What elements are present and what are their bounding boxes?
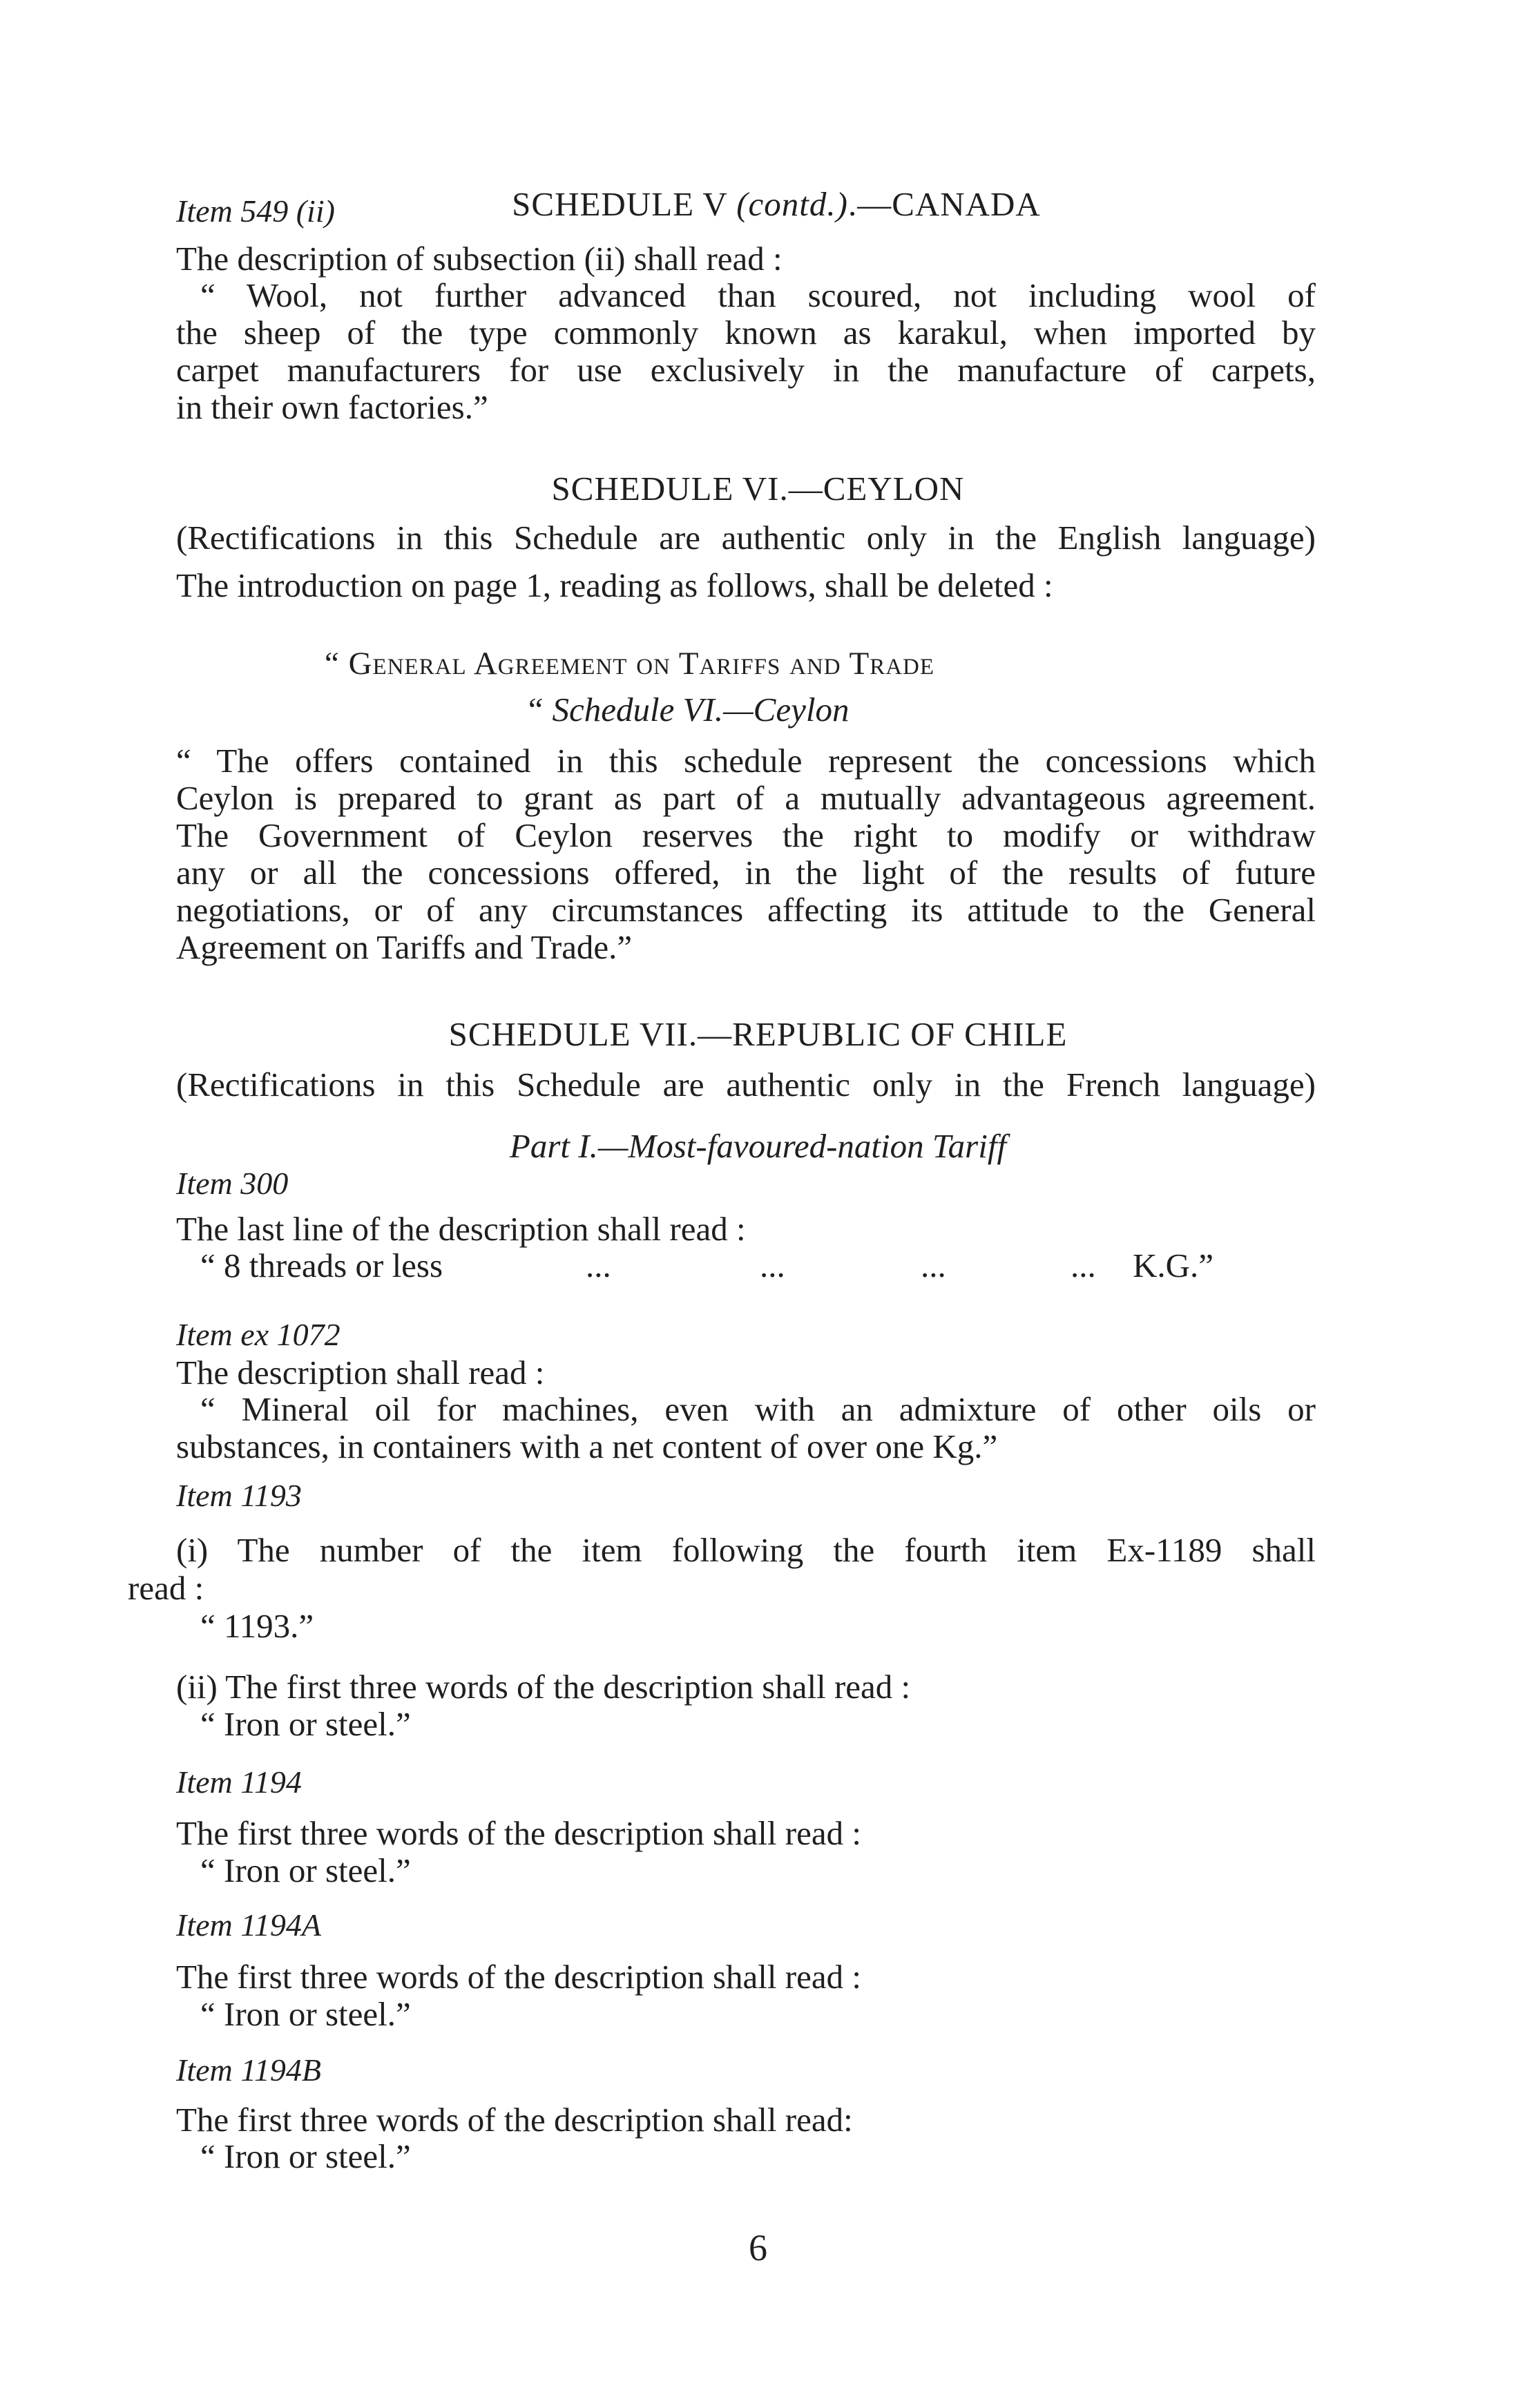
ceylon-quote-line-2: Ceylon is prepared to grant as part of a mutually advantageous agreement.	[176, 779, 1316, 817]
chile-item-1072-quote-line-2: substances, in containers with a net content of over one Kg.”	[176, 1427, 998, 1465]
chile-note: (Rectifications in this Schedule are authentic only in the French language)	[176, 1066, 1316, 1104]
ceylon-gatt-line: “ General Agreement on Tariffs and Trade	[325, 646, 935, 682]
chile-item-300-dots-4: ...	[1071, 1246, 1096, 1284]
chile-item-1072-intro: The description shall read :	[176, 1354, 545, 1391]
chile-item-1072-quote-line-1: “ Mineral oil for machines, even with an admixture of other oils or	[200, 1390, 1316, 1428]
chile-item-1193-para1-line-2: read :	[128, 1569, 204, 1607]
chile-item-1194-intro: The first three words of the description shall read :	[176, 1814, 861, 1852]
chile-item-1193-para2-quote: “ Iron or steel.”	[200, 1705, 411, 1743]
ceylon-note: (Rectifications in this Schedule are authentic only in the English language)	[176, 519, 1316, 557]
canada-quote-line-1: “ Wool, not further advanced than scoured, not including wool of	[200, 276, 1316, 314]
chile-item-1194-quote: “ Iron or steel.”	[200, 1851, 411, 1889]
ceylon-schedule-line: “ Schedule VI.—Ceylon	[525, 691, 850, 729]
page-number: 6	[749, 2227, 767, 2269]
chile-item-1193-para1-quote: “ 1193.”	[200, 1607, 314, 1645]
chile-item-1194a-quote: “ Iron or steel.”	[200, 1995, 411, 2033]
chile-item-300-label: Item 300	[176, 1166, 289, 1201]
canada-heading-contd: (contd.)	[736, 185, 848, 223]
ceylon-quote-line-3: The Government of Ceylon reserves the right to modify or withdraw	[176, 816, 1316, 854]
chile-item-1194a-intro: The first three words of the description shall read :	[176, 1958, 861, 1996]
ceylon-heading: SCHEDULE VI.—CEYLON	[551, 470, 965, 508]
ceylon-quote-line-6: Agreement on Tariffs and Trade.”	[176, 928, 633, 966]
chile-part-heading: Part I.—Most-favoured-nation Tariff	[509, 1127, 1007, 1165]
ceylon-intro: The introduction on page 1, reading as follows, shall be deleted :	[176, 566, 1053, 604]
canada-item-label: Item 549 (ii)	[176, 193, 335, 229]
chile-item-1194b-intro: The first three words of the description shall read:	[176, 2101, 853, 2139]
chile-item-1193-para1-line-1: (i) The number of the item following the fourth item Ex-1189 shall	[176, 1531, 1316, 1569]
ceylon-quote-line-5: negotiations, or of any circumstances affecting its attitude to the General	[176, 891, 1316, 929]
canada-heading-suffix: .—CANADA	[847, 185, 1041, 223]
canada-heading-prefix: SCHEDULE V	[512, 185, 737, 223]
canada-quote-line-4: in their own factories.”	[176, 388, 488, 426]
chile-item-300-line	[0, 1246, 1516, 1287]
chile-item-300-dots-1: ...	[586, 1246, 611, 1284]
chile-item-1194-label: Item 1194	[176, 1764, 302, 1800]
chile-heading: SCHEDULE VII.—REPUBLIC OF CHILE	[448, 1015, 1068, 1053]
chile-item-300-intro: The last line of the description shall read :	[176, 1210, 746, 1248]
chile-item-1193-label: Item 1193	[176, 1478, 302, 1513]
chile-item-300-dots-3: ...	[921, 1246, 946, 1284]
chile-item-1072-label: Item ex 1072	[176, 1317, 340, 1352]
chile-item-1194b-label: Item 1194B	[176, 2052, 321, 2088]
canada-quote-line-3: carpet manufacturers for use exclusively in the manufacture of carpets,	[176, 351, 1316, 389]
ceylon-quote-line-4: any or all the concessions offered, in the light of the results of future	[176, 854, 1316, 892]
chile-item-1194b-quote: “ Iron or steel.”	[200, 2137, 411, 2175]
chile-item-1194a-label: Item 1194A	[176, 1907, 321, 1943]
chile-item-300-dots-2: ...	[760, 1246, 785, 1284]
chile-item-300-unit: K.G.”	[1133, 1246, 1214, 1284]
chile-item-1193-para2-intro: (ii) The first three words of the description shall read :	[176, 1668, 911, 1706]
canada-quote-line-2: the sheep of the type commonly known as karakul, when imported by	[176, 314, 1316, 351]
chile-item-300-text: “ 8 threads or less	[200, 1246, 443, 1284]
canada-intro: The description of subsection (ii) shall read :	[176, 240, 783, 278]
ceylon-quote-line-1: “ The offers contained in this schedule represent the concessions which	[176, 742, 1316, 780]
